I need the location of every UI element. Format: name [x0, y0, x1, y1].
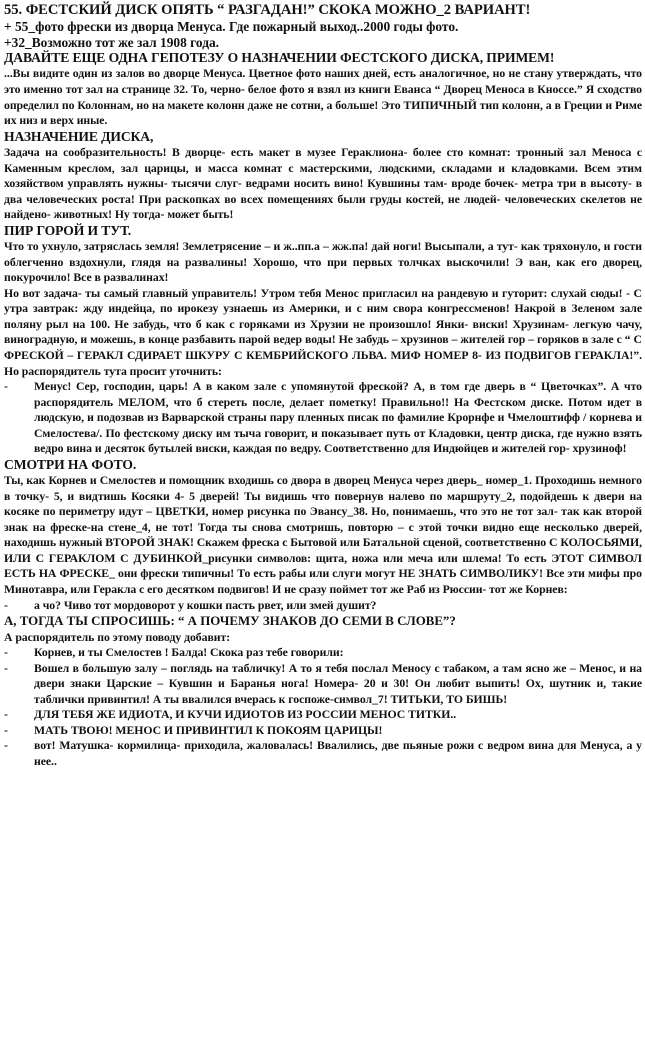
heading-purpose: НАЗНАЧЕНИЕ ДИСКА,	[4, 128, 154, 144]
dash-mark: -	[4, 739, 8, 753]
dialogue-text: Вошел в большую залу – поглядь на табличку! А то я тебя послал Меносу с табаком, а там ясно же – Менос, и на двери знаки Царские – Кувшин и Баранья нога! Номера- 20 и 30! Он любит выпить! Ох, шутник и, такие таблички привинтил! А ты ввалился вчерась к госпоже-символ_7! ТИТЬКИ, ТО БИШЬ!	[34, 661, 642, 706]
dash-mark: -	[4, 708, 8, 722]
dialogue-item-6	[4, 723, 642, 739]
dialogue-text: МАТЬ ТВОЮ! МЕНОС И ПРИВИНТИЛ К ПОКОЯМ ЦАРИЦЫ!	[34, 723, 383, 737]
dash-mark: -	[4, 661, 8, 675]
document-page	[4, 2, 642, 770]
paragraph-route: Ты, как Корнев и Смелостев и помощник входишь со двора в дворец Менуса через дверь_ номер_1. Проходишь немного в точку- 5, и видтишь Косяки 4- 5 дверей! Ты видишь что повернув налево по маршруту_2, подойдешь к двери на косяке по периметру идут – ЦВЕТКИ, номер рисунка по Эвансу_38. Но, понимаешь, что это не тот зал- так как второй знак на фреске-на стене_4, не тот! Тогда ты снова смотришь, повторю – с этой точки видно еще несколько дверей, находишь нужный ВТОРОЙ ЗНАК! Скажем фреска с Бытовой или Батальной сценой, соответственно С КОЛОСЬЯМИ, ИЛИ С ГЕРАКЛОМ С ДУБИНКОЙ_рисунки символов: щита, ножа или меча или шлема! То есть ЭТОТ СИМВОЛ ЕСТЬ НА ФРЕСКЕ_ они фрески типичны! То есть рабы или слуги могут НЕ ЗНАТЬ СИМВОЛИКУ! Все эти мифы про Минотавра, или Геракла с его десятком подвигов! И не сразу поймет тот же Раб из Рюссии- тот же Корнев:	[4, 474, 642, 597]
dialogue-item-4	[4, 661, 642, 708]
dialogue-item-5	[4, 707, 642, 723]
dialogue-text: Менус! Сер, господин, царь! А в каком зале с упомянутой фреской? А, в том где дверь в “ Цветочках”. А что распорядитель МЕЛОМ, что б стереть после, делает пометку! Правильно!! На Фестском диске. Потом идет в людскую, и подозвав из Варварской страны пару пленных писак по фамилие Крорнфе и Чмелоштифф / корнева и Смелостева/. По фестскому диску им тыча говорит, и показывает путь от Кладовки, центр диска, где нужно взять ведро вина и десяток бутылей виски, каждая по ведру. Соответственно для Индюйцев и жителей гор- хрузиноф!	[34, 380, 642, 456]
heading-question: А, ТОГДА ТЫ СПРОСИШЬ: “ А ПОЧЕМУ ЗНАКОВ ДО СЕМИ В СЛОВЕ”?	[4, 614, 456, 629]
paragraph-manager: Но вот задача- ты самый главный управитель! Утром тебя Менос пригласил на рандевую и гуторит: слухай сюды! - С утра завтрак: жду индейца, по ирокезу узнаешь из Америки, и с ним свора конгрессменов! Накрой в Зеленом зале поляну рыл на 100. Не забудь, что б как с горяками из Хрузии не произошло! Янки- виски! Хрузинам- легкую чачу, виноградную, и можешь, в конце разбавить парой ведер воды! Не забудь – хрузинов – жителей гор – горяков в зале с “ С ФРЕСКОЙ – ГЕРАКЛ СДИРАЕТ ШКУРУ С КЕМБРИЙСКОГО ЛЬВА. МИФ НОМЕР 8- ИЗ ПОДВИГОВ ГЕРАКЛА!”. Но распорядитель тута просит уточнить:	[4, 286, 642, 378]
dialogue-text: ДЛЯ ТЕБЯ ЖЕ ИДИОТА, И КУЧИ ИДИОТОВ ИЗ РОССИИ МЕНОС ТИТКИ..	[34, 708, 457, 722]
dash-mark: -	[4, 598, 8, 612]
dash-mark: -	[4, 646, 8, 660]
dialogue-item-3	[4, 645, 642, 661]
paragraph-answer-intro: А распорядитель по этому поводу добавит:	[4, 630, 231, 644]
paragraph-earthquake: Что то ухнуло, затряслась земля! Землетрясение – и ж..пп.а – жж.па! дай ноги! Высыпали, а тут- как тряхонуло, и гости облегченно вздохнули, глядя на развалины! Хорошо, что при первых толчках выскочили! Э ван, как его дворец, покурочило! Все в развалинах!	[4, 240, 642, 285]
dialogue-item-2	[4, 598, 642, 614]
dialogue-item-7	[4, 738, 642, 769]
dialogue-text: вот! Матушка- кормилица- приходила, жаловалась! Ввалились, две пьяные рожи с ведром вина для Менуса, а у нее..	[34, 739, 642, 768]
heading-feast: ПИР ГОРОЙ И ТУТ.	[4, 222, 132, 238]
photo-caption-2: +32_Возможно тот же зал 1908 года.	[4, 34, 220, 50]
paragraph-task: Задача на сообразительность! В дворце- есть макет в музее Гераклиона- более сто комнат: тронный зал Меноса с Каменным креслом, зал царицы, и масса комнат с мастерскими, людскими, складами и кладовками. Всем этим хозяйством управлять нужны- тысячи слуг- ведрами носить вино! Кувшины там- вроде бочек- метра три в высоту- в два человеческих роста! При раскопках во всех помещениях были груды костей, не людей- человеческих скелетов не найдено- животных! Ну тогда- может быть!	[4, 146, 642, 222]
dialogue-text: Корнев, и ты Смелостев ! Балда! Скока раз тебе говорили:	[34, 646, 344, 660]
paragraph-intro: ...Вы видите один из залов во дворце Менуса. Цветное фото наших дней, есть аналогичное, но не стану утверждать, что это именно тот зал на странице 32. То, черно- белое фото я взял из книги Еванса “ Дворец Меноса в Кноссе.” Я сходство определил по Колоннам, но на макете колонн даже не сотни, а больше! Это ТИПИЧНЫЙ тип колонн, а в Греции и Риме их низ и верх иные.	[4, 67, 642, 128]
dialogue-item-1	[4, 379, 642, 457]
photo-caption-1: + 55_фото фрески из дворца Менуса. Где пожарный выход..2000 годы фото.	[4, 19, 459, 34]
document-title: 55. ФЕСТСКИЙ ДИСК ОПЯТЬ “ РАЗГАДАН!” СКОКА МОЖНО_2 ВАРИАНТ!	[4, 2, 531, 18]
dash-mark: -	[4, 723, 8, 737]
heading-look-photo: СМОТРИ НА ФОТО.	[4, 456, 137, 472]
dialogue-text: а чо? Чиво тот мордоворот у кошки пасть рвет, или змей душит?	[34, 598, 377, 612]
heading-hypothesis: ДАВАЙТЕ ЕЩЕ ОДНА ГЕПОТЕЗУ О НАЗНАЧЕНИИ ФЕСТСКОГО ДИСКА, ПРИМЕМ!	[4, 50, 555, 65]
dash-mark: -	[4, 380, 8, 394]
